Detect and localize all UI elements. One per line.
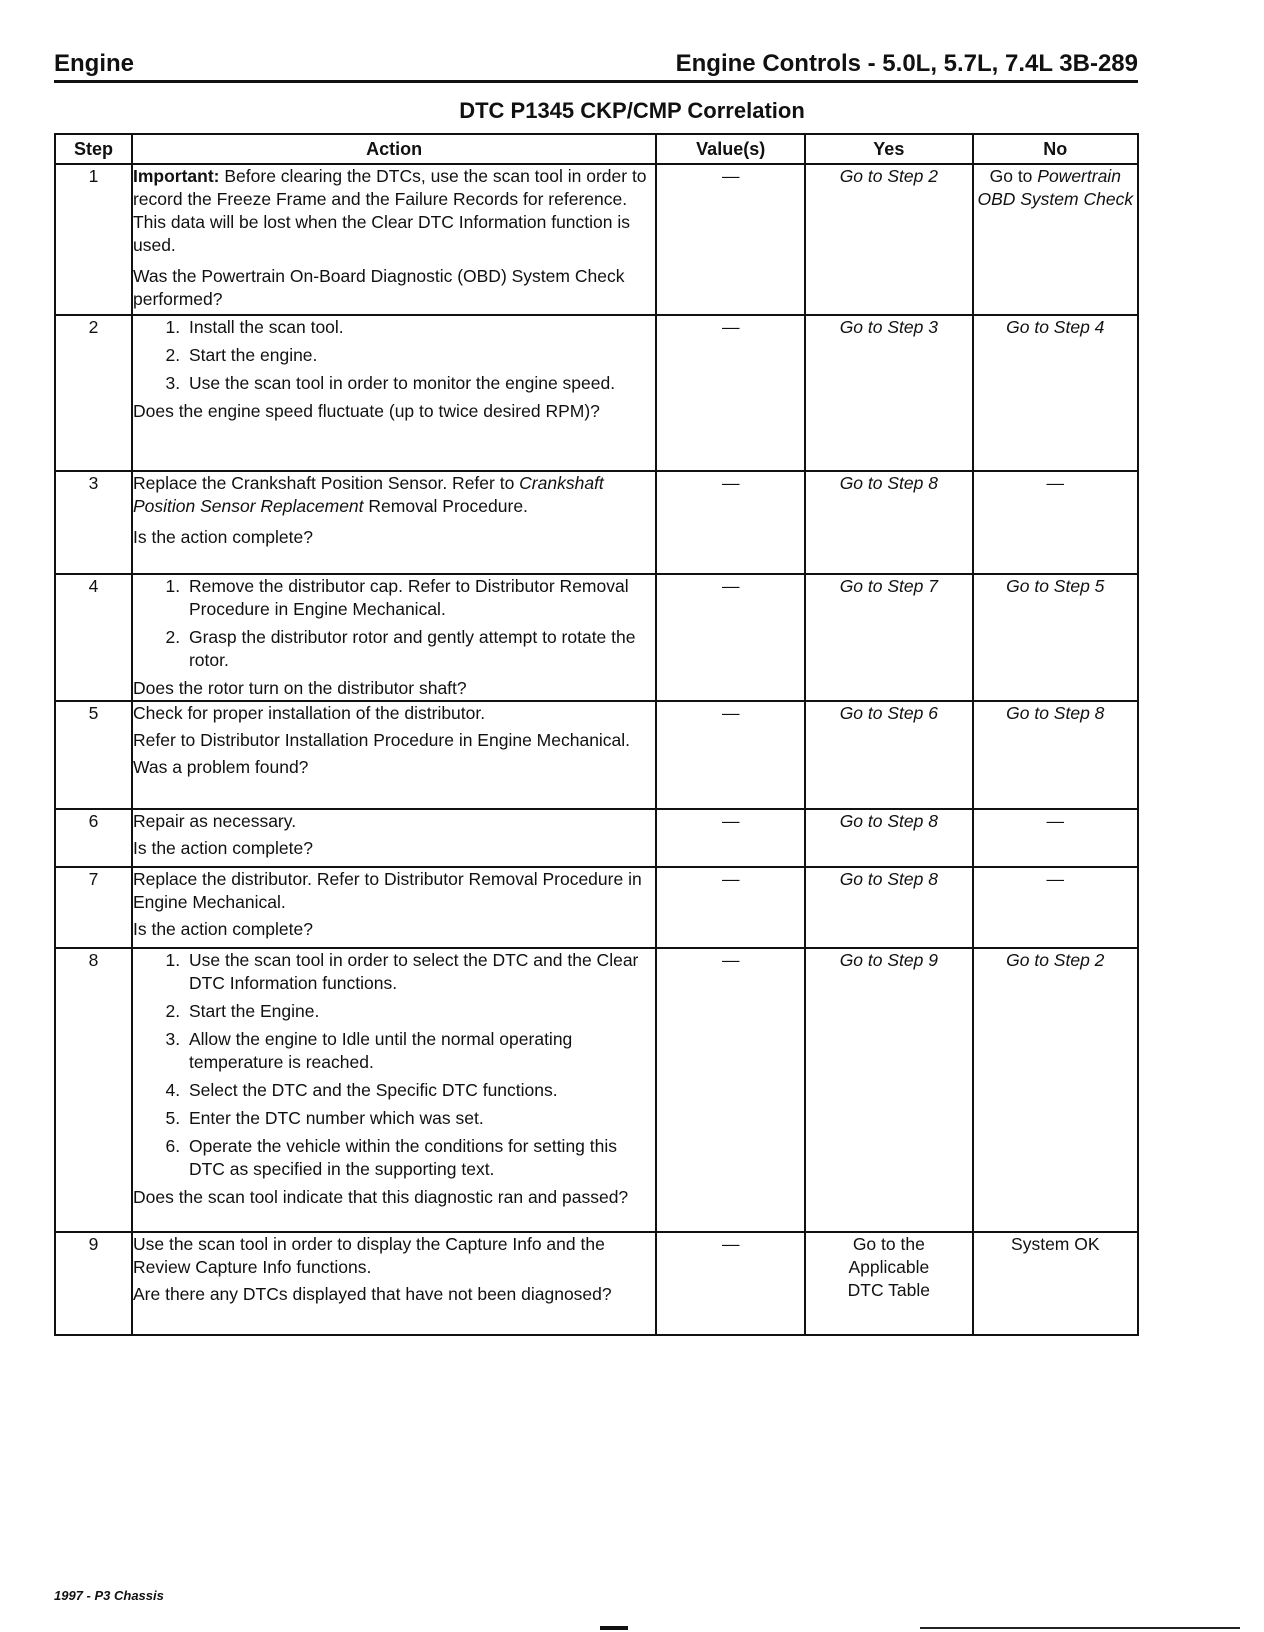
no-cell: Go to Step 5 [973, 574, 1138, 701]
col-header-no: No [973, 134, 1138, 164]
table-row [55, 701, 1138, 809]
step-number: 4 [55, 574, 132, 701]
yes-cell: Go to Step 6 [805, 701, 972, 809]
action-cell [132, 867, 656, 948]
important-label: Important: [132, 166, 220, 186]
list-item: 1. Install the scan tool. [185, 316, 655, 339]
question-text: Is the action complete? [132, 919, 313, 939]
value-cell: — [656, 948, 805, 1232]
value-cell: — [656, 701, 805, 809]
list-item: 1. Remove the distributor cap. Refer to Distributor Removal Procedure in Engine Mechanical. [185, 575, 655, 621]
table-row [55, 315, 1138, 471]
action-cell [132, 471, 656, 574]
procedure-list [133, 316, 655, 395]
instruction-text: Repair as necessary. [132, 811, 297, 831]
no-cell [973, 164, 1138, 315]
no-cell: — [973, 471, 1138, 574]
table-row [55, 164, 1138, 315]
question-text: Is the action complete? [132, 527, 313, 547]
table-row [55, 1232, 1138, 1335]
no-reference: Powertrain OBD System Check [977, 166, 1134, 209]
list-item: 2. Start the Engine. [185, 1000, 655, 1023]
instruction-text: Refer to Distributor Installation Procedure in Engine Mechanical. [132, 730, 631, 750]
procedure-list [133, 949, 655, 1181]
instruction-text: Check for proper installation of the distributor. [132, 703, 486, 723]
yes-cell: Go to Step 8 [805, 471, 972, 574]
instruction-part: Removal Procedure. [363, 496, 528, 516]
list-item: 2. Start the engine. [185, 344, 655, 367]
scan-artifact [600, 1626, 628, 1630]
procedure-reference: Crankshaft Position Sensor Replacement [132, 473, 604, 516]
instruction-text: Replace the distributor. Refer to Distributor Removal Procedure in Engine Mechanical. [132, 869, 642, 912]
action-cell [132, 574, 656, 701]
table-row [55, 574, 1138, 701]
col-header-values: Value(s) [656, 134, 805, 164]
value-cell: — [656, 867, 805, 948]
header-rule [54, 80, 1138, 83]
list-item: 2. Grasp the distributor rotor and gently attempt to rotate the rotor. [185, 626, 655, 672]
list-item: 4. Select the DTC and the Specific DTC functions. [185, 1079, 655, 1102]
step-number: 7 [55, 867, 132, 948]
list-item: 3. Allow the engine to Idle until the normal operating temperature is reached. [185, 1028, 655, 1074]
list-item: 6. Operate the vehicle within the conditions for setting this DTC as specified in the supporting text. [185, 1135, 655, 1181]
step-number: 3 [55, 471, 132, 574]
yes-cell: Go to Step 8 [805, 809, 972, 867]
question-text: Does the scan tool indicate that this diagnostic ran and passed? [132, 1187, 629, 1207]
table-row [55, 948, 1138, 1232]
action-cell [132, 948, 656, 1232]
action-cell [132, 809, 656, 867]
value-cell: — [656, 315, 805, 471]
table-title: DTC P1345 CKP/CMP Correlation [459, 98, 805, 123]
question-text: Is the action complete? [132, 838, 313, 858]
col-header-action: Action [132, 134, 656, 164]
scan-artifact [920, 1627, 1240, 1629]
list-item: 5. Enter the DTC number which was set. [185, 1107, 655, 1130]
yes-cell: Go to Step 8 [805, 867, 972, 948]
step-number: 2 [55, 315, 132, 471]
value-cell: — [656, 574, 805, 701]
yes-cell: Go to Step 7 [805, 574, 972, 701]
diagnostic-table [54, 133, 1139, 1336]
instruction-text: Use the scan tool in order to display the Capture Info and the Review Capture Info functions. [132, 1234, 605, 1277]
yes-cell: Go to the Applicable DTC Table [805, 1232, 972, 1335]
question-text: Does the rotor turn on the distributor shaft? [132, 678, 467, 698]
value-cell: — [656, 809, 805, 867]
step-number: 8 [55, 948, 132, 1232]
list-item: 3. Use the scan tool in order to monitor the engine speed. [185, 372, 655, 395]
step-number: 5 [55, 701, 132, 809]
section-name: Engine [54, 50, 135, 77]
page-reference: Engine Controls - 5.0L, 5.7L, 7.4L 3B-289 [675, 50, 1138, 77]
yes-cell: Go to Step 9 [805, 948, 972, 1232]
no-cell: Go to Step 4 [973, 315, 1138, 471]
action-cell [132, 701, 656, 809]
instruction-text [133, 472, 655, 518]
col-header-step: Step [55, 134, 132, 164]
step-number: 1 [55, 164, 132, 315]
question-text: Was a problem found? [132, 757, 309, 777]
important-note [133, 165, 655, 257]
table-row [55, 471, 1138, 574]
table-row [55, 809, 1138, 867]
question-text: Does the engine speed fluctuate (up to twice desired RPM)? [132, 401, 600, 421]
value-cell: — [656, 164, 805, 315]
table-row [55, 867, 1138, 948]
value-cell: — [656, 471, 805, 574]
action-cell [132, 164, 656, 315]
action-cell [132, 1232, 656, 1335]
header-row [55, 134, 1138, 164]
yes-cell: Go to Step 3 [805, 315, 972, 471]
important-text: Before clearing the DTCs, use the scan tool in order to record the Freeze Frame and the Failure Records for reference. This data will be lost when the Clear DTC Information function is used. [132, 166, 647, 255]
no-prefix: Go to [989, 166, 1038, 186]
no-cell: — [973, 809, 1138, 867]
yes-cell: Go to Step 2 [805, 164, 972, 315]
question-text: Was the Powertrain On-Board Diagnostic (OBD) System Check performed? [132, 266, 625, 309]
step-number: 9 [55, 1232, 132, 1335]
procedure-list [133, 575, 655, 672]
question-text: Are there any DTCs displayed that have not been diagnosed? [132, 1284, 612, 1304]
footer-note: 1997 - P3 Chassis [54, 1588, 164, 1603]
page-header [54, 50, 1138, 80]
col-header-yes: Yes [805, 134, 972, 164]
value-cell: — [656, 1232, 805, 1335]
no-cell: System OK [973, 1232, 1138, 1335]
instruction-part: Replace the Crankshaft Position Sensor. Refer to [132, 473, 520, 493]
list-item: 1. Use the scan tool in order to select the DTC and the Clear DTC Information functions. [185, 949, 655, 995]
no-cell: — [973, 867, 1138, 948]
no-cell: Go to Step 8 [973, 701, 1138, 809]
action-cell [132, 315, 656, 471]
no-cell: Go to Step 2 [973, 948, 1138, 1232]
step-number: 6 [55, 809, 132, 867]
